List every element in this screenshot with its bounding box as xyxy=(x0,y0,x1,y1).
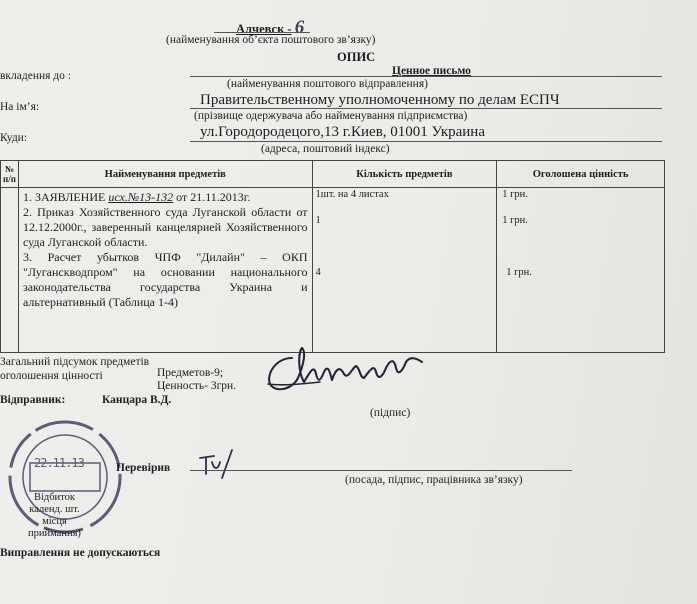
totals-value: Ценность- 3грн. xyxy=(157,380,237,392)
footer-note: Виправлення не допускаються xyxy=(0,547,161,559)
address-label: Куди: xyxy=(0,132,28,144)
enclosure-note: (найменування поштового відправлення) xyxy=(227,78,428,90)
header-name: Найменування предметів xyxy=(18,161,312,188)
recipient-address: ул.Городородецого,13 г.Киев, 01001 Украина xyxy=(200,124,485,140)
address-note: (адреса, поштовий індекс) xyxy=(261,143,390,155)
item-1-ref: исх.№13-132 xyxy=(108,190,174,204)
verified-label: Перевірив xyxy=(116,462,171,474)
table-header-row xyxy=(1,161,665,188)
value-cell xyxy=(497,188,665,353)
stamp-caption xyxy=(28,492,81,540)
item-1-qty: 1шт. на 4 листах xyxy=(315,189,389,200)
totals-label-1: Загальний підсумок предметів xyxy=(0,356,150,368)
list-item: 3. Расчет убытков ЧПФ "Дилайн" – ОКП "Луганскводпром" на основании национального законодательства государства Украина и альтернативный (Таблица 1-4) xyxy=(22,250,308,309)
stamp-caption-1: Відбиток xyxy=(33,492,75,503)
items-description xyxy=(18,188,312,353)
item-1-value: 1 грн. xyxy=(502,189,528,200)
stamp-date: 22.11.13 xyxy=(34,456,84,470)
enclosure-label: вкладення до : xyxy=(0,70,71,82)
num-cell xyxy=(1,188,19,353)
item-3-qty: 4 xyxy=(315,267,321,278)
qty-cell xyxy=(312,188,497,353)
sender-name: Канцара В.Д. xyxy=(102,394,172,406)
city-name: Алчевск - xyxy=(236,22,292,36)
enclosure-value: Ценное письмо xyxy=(392,65,471,77)
item-1-pre: 1. ЗАЯВЛЕНИЕ xyxy=(22,190,109,204)
address-line xyxy=(190,141,662,142)
list-item: 2. Приказ Хозяйственного суда Луганской области от 12.12.2000г., заверенный канцелярией Хозяйственного суда Луганской области. xyxy=(22,205,308,249)
enclosure-line xyxy=(190,76,662,77)
header-qty: Кількість предметів xyxy=(312,161,497,188)
item-2-qty: 1 xyxy=(315,215,321,226)
name-label: На ім’я: xyxy=(0,101,40,113)
header-value: Оголошена цінність xyxy=(497,161,665,188)
sender-signature xyxy=(262,338,440,400)
sender-label: Відправник: xyxy=(0,394,66,406)
name-line xyxy=(190,108,662,109)
stamp-caption-3: місця xyxy=(42,516,67,527)
list-item xyxy=(23,190,308,205)
form-title: ОПИС xyxy=(337,50,376,64)
sender-signature-note: (підпис) xyxy=(370,407,411,419)
stamp-caption-2: календ. шт. xyxy=(29,504,80,515)
table-row xyxy=(1,188,665,353)
totals-label-2: оголошення цінності xyxy=(0,370,103,382)
totals-items-count: Предметов-9; xyxy=(157,367,224,379)
verifier-signature xyxy=(196,448,240,482)
items-table xyxy=(0,160,665,353)
office-code: 6 xyxy=(294,17,305,38)
recipient-name: Правительственному уполномоченному по делам ЕСПЧ xyxy=(200,92,560,108)
name-note: (прізвище одержувача або найменування підприємства) xyxy=(194,110,468,122)
office-underline xyxy=(214,32,310,33)
item-2-value: 1 грн. xyxy=(502,215,528,226)
office-note: (найменування об’єкта поштового зв’язку) xyxy=(166,34,376,46)
item-3-value: 1 грн. xyxy=(506,267,532,278)
stamp-caption-4: приймання) xyxy=(28,528,81,539)
verify-note: (посада, підпис, працівника зв’язку) xyxy=(345,474,523,486)
item-1-post: от 21.11.2013г. xyxy=(173,190,251,204)
verify-line xyxy=(190,470,572,471)
header-num: № п/п xyxy=(1,161,19,188)
